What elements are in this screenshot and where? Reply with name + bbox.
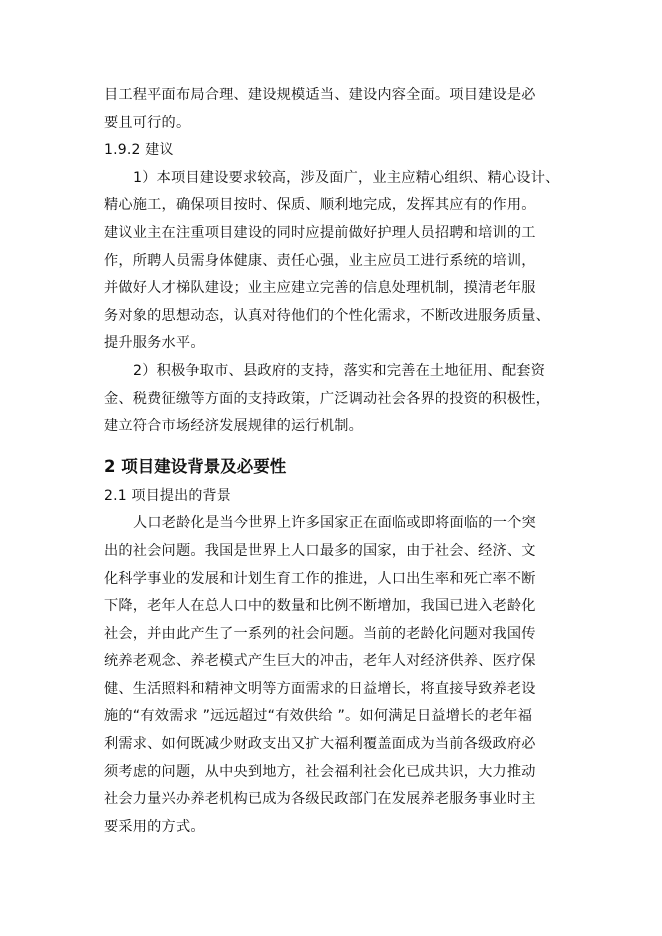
subsection-title-1-9-2: 1.9.2 建议 bbox=[104, 142, 174, 159]
recommendation-1-line: 1）本项目建设要求较高，涉及面广，业主应精心组织、精心设计、 bbox=[133, 169, 560, 186]
recommendation-2-line: 金、税费征缴等方面的支持政策，广泛调动社会各界的投资的积极性， bbox=[104, 390, 551, 407]
recommendation-1-line: 并做好人才梯队建设；业主应建立完善的信息处理机制，摸清老年服 bbox=[104, 280, 536, 297]
body-text-line: 目工程平面布局合理、建设规模适当、建设内容全面。项目建设是必 bbox=[104, 87, 536, 103]
section-spacer bbox=[104, 441, 584, 451]
background-paragraph-line: 社会，并由此产生了一系列的社会问题。当前的老龄化问题对我国传 bbox=[104, 625, 536, 642]
background-paragraph-line: 施的“有效需求 ”远远超过“有效供给 ”。如何满足日益增长的老年福 bbox=[104, 708, 533, 725]
background-paragraph-line: 人口老龄化是当今世界上许多国家正在面临或即将面临的一个突 bbox=[133, 515, 536, 532]
background-paragraph-line: 要采用的方式。 bbox=[104, 818, 205, 835]
background-paragraph-line: 须考虑的问题，从中央到地方，社会福利社会化已成共识，大力推动 bbox=[104, 763, 536, 780]
background-paragraph-line: 化科学事业的发展和计划生育工作的推进，人口出生率和死亡率不断 bbox=[104, 570, 536, 587]
subsection-title-2-1: 2.1 项目提出的背景 bbox=[104, 487, 231, 504]
recommendation-1-line: 提升服务水平。 bbox=[104, 335, 205, 352]
background-paragraph-line: 出的社会问题。我国是世界上人口最多的国家，由于社会、经济、文 bbox=[104, 542, 536, 559]
body-text-line: 要且可行的。 bbox=[104, 114, 191, 131]
background-paragraph-line: 健、生活照料和精神文明等方面需求的日益增长，将直接导致养老设 bbox=[104, 680, 536, 697]
recommendation-2-line: 2）积极争取市、县政府的支持，落实和完善在土地征用、配套资 bbox=[133, 362, 546, 379]
background-paragraph-line: 利需求、如何既减少财政支出又扩大福利覆盖面成为当前各级政府必 bbox=[104, 736, 536, 753]
background-paragraph-line: 统养老观念、养老模式产生巨大的冲击，老年人对经济供养、医疗保 bbox=[104, 653, 536, 670]
background-paragraph-line: 下降，老年人在总人口中的数量和比例不断增加，我国已进入老龄化 bbox=[104, 598, 536, 615]
recommendation-2-line: 建立符合市场经济发展规律的运行机制。 bbox=[104, 418, 363, 435]
section-title-2: 2 项目建设背景及必要性 bbox=[104, 456, 287, 476]
document-body bbox=[104, 82, 584, 841]
recommendation-1-line: 作，所聘人员需身体健康、责任心强，业主应员工进行系统的培训， bbox=[104, 252, 536, 269]
recommendation-1-line: 建议业主在注重项目建设的同时应提前做好护理人员招聘和培训的工 bbox=[104, 224, 536, 241]
background-paragraph-line: 社会力量兴办养老机构已成为各级民政部门在发展养老服务事业时主 bbox=[104, 791, 536, 808]
recommendation-1-line: 务对象的思想动态，认真对待他们的个性化需求，不断改进服务质量、 bbox=[104, 307, 551, 324]
recommendation-1-line: 精心施工，确保项目按时、保质、顺利地完成，发挥其应有的作用。 bbox=[104, 197, 536, 214]
